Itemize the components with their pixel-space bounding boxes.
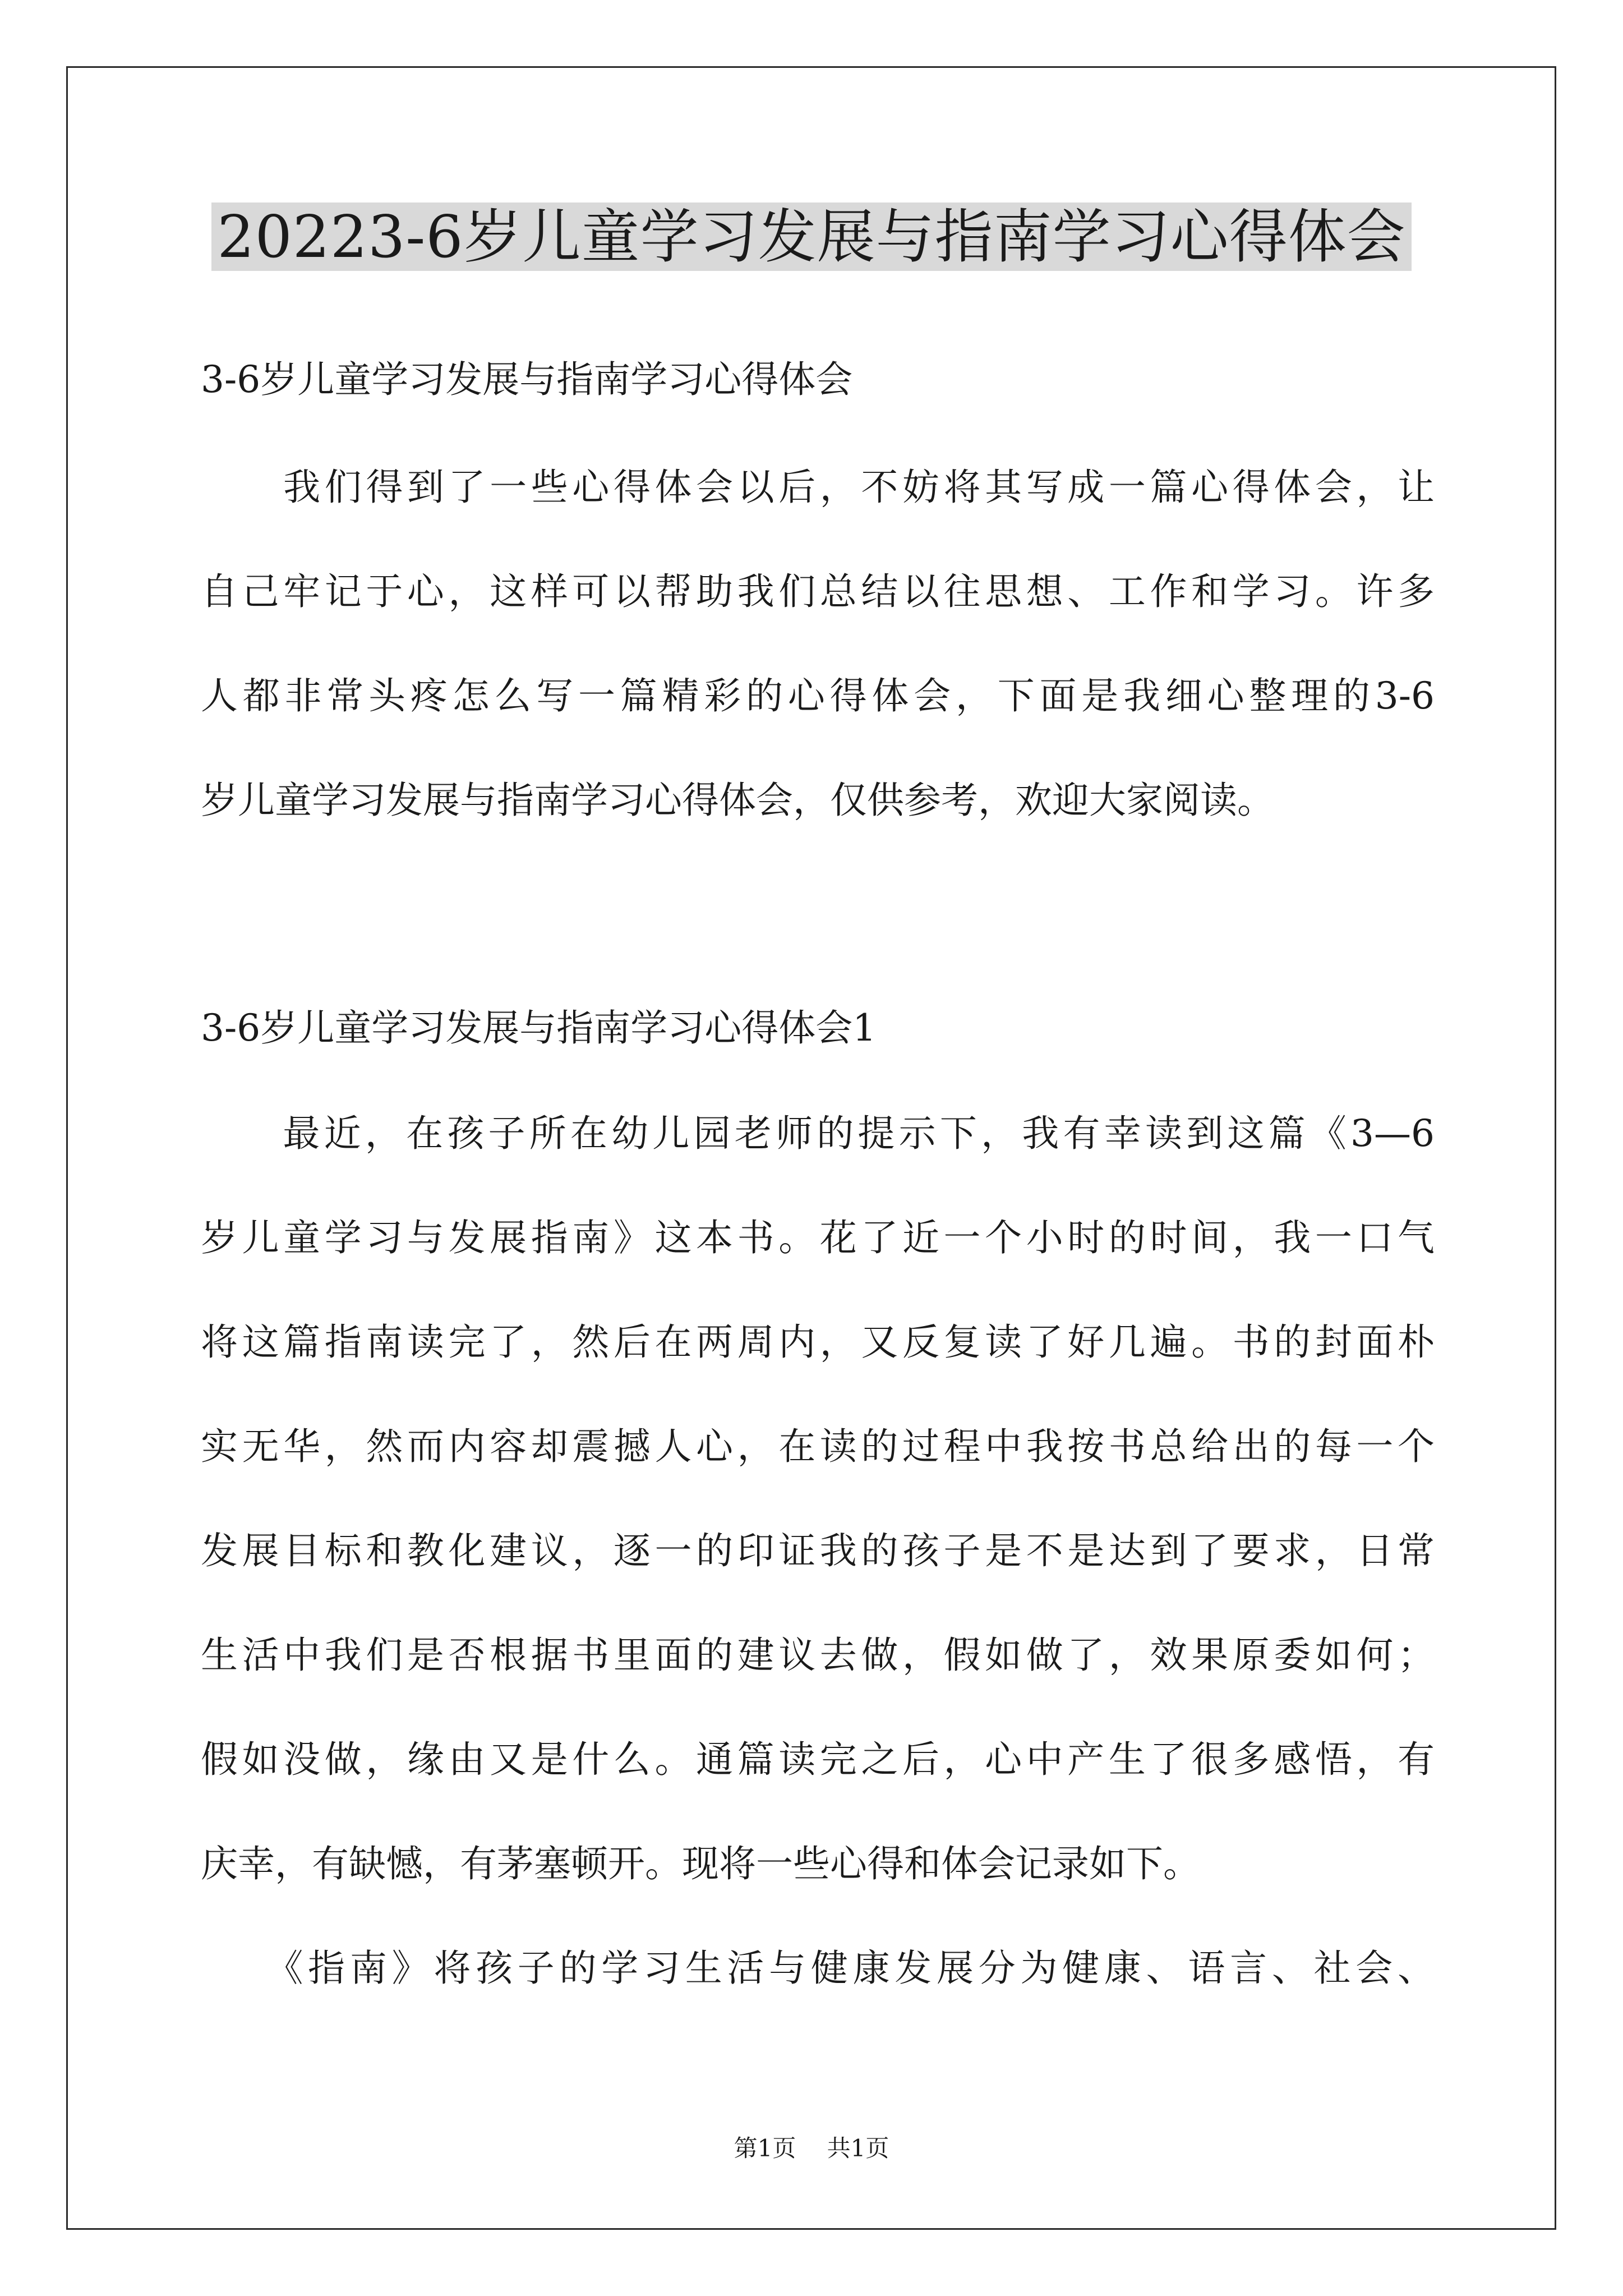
document-title-text: 20223-6岁儿童学习发展与指南学习心得体会 xyxy=(211,203,1411,271)
page-footer: 第1页 共1页 xyxy=(734,2134,889,2162)
document-title xyxy=(0,197,1623,276)
intro-line: 我们得到了一些心得体会以后，不妨将其写成一篇心得体会，让 xyxy=(201,466,1435,509)
body-line: 发展目标和教化建议，逐一的印证我的孩子是不是达到了要求，日常 xyxy=(201,1529,1435,1572)
intro-line: 自己牢记于心，这样可以帮助我们总结以往思想、工作和学习。许多 xyxy=(201,570,1435,613)
section-heading: 3-6岁儿童学习发展与指南学习心得体会1 xyxy=(201,1006,877,1050)
body-line: 将这篇指南读完了，然后在两周内，又反复读了好几遍。书的封面朴 xyxy=(201,1320,1435,1364)
body-line: 最近，在孩子所在幼儿园老师的提示下，我有幸读到这篇《3—6 xyxy=(201,1112,1435,1155)
body-line: 假如没做，缘由又是什么。通篇读完之后，心中产生了很多感悟，有 xyxy=(201,1738,1435,1781)
subtitle: 3-6岁儿童学习发展与指南学习心得体会 xyxy=(201,358,853,401)
body-line: 岁儿童学习与发展指南》这本书。花了近一个小时的时间，我一口气 xyxy=(201,1216,1435,1259)
body-line: 庆幸，有缺憾，有茅塞顿开。现将一些心得和体会记录如下。 xyxy=(201,1842,1200,1885)
body-line: 《指南》将孩子的学习生活与健康发展分为健康、语言、社会、 xyxy=(201,1947,1435,1990)
intro-line: 人都非常头疼怎么写一篇精彩的心得体会，下面是我细心整理的3-6 xyxy=(201,674,1435,717)
body-line: 生活中我们是否根据书里面的建议去做，假如做了，效果原委如何； xyxy=(201,1634,1435,1677)
body-line: 实无华，然而内容却震撼人心，在读的过程中我按书总给出的每一个 xyxy=(201,1425,1435,1468)
intro-line: 岁儿童学习发展与指南学习心得体会，仅供参考，欢迎大家阅读。 xyxy=(201,779,1274,822)
